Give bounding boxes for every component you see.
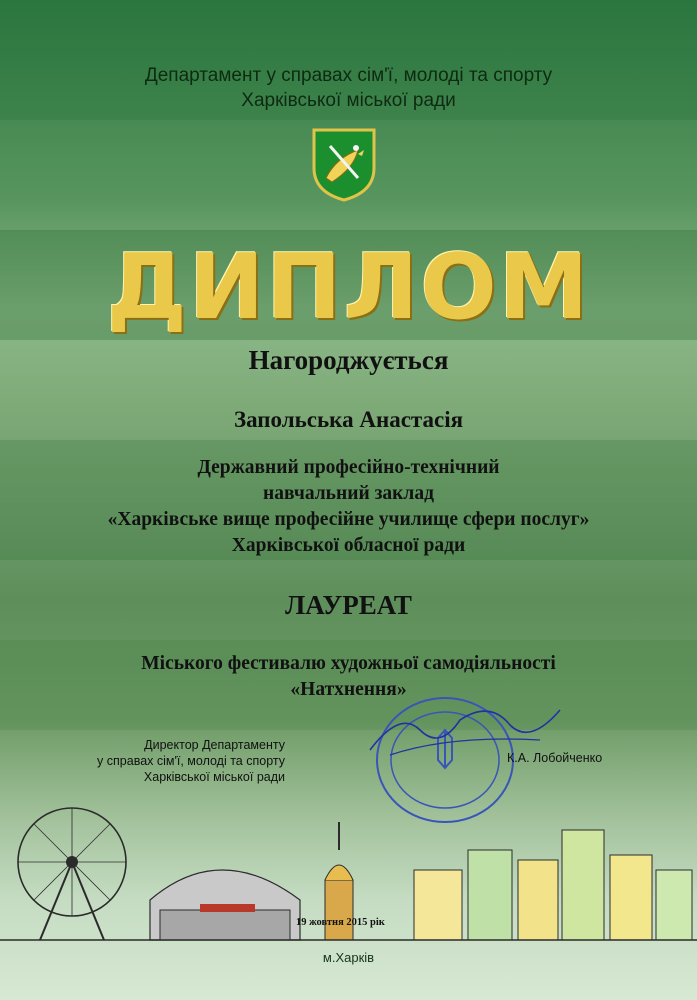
institution-line-1: Державний професійно-технічний bbox=[197, 457, 500, 478]
festival-line-1: Міського фестивалю художньої самодіяльності bbox=[141, 653, 556, 674]
kharkiv-coat-of-arms-icon bbox=[312, 128, 376, 202]
issue-date: 19 жовтня 2015 рік bbox=[296, 917, 385, 928]
signer-name: К.А. Лобойченко bbox=[507, 751, 603, 765]
institution-block bbox=[0, 455, 697, 559]
city-name: м.Харків bbox=[322, 950, 375, 965]
diploma-title: ДИПЛОМ bbox=[106, 235, 591, 340]
director-line-3: Харківської міської ради bbox=[143, 770, 285, 784]
director-line-2: у справах сім'ї, молоді та спорту bbox=[97, 754, 285, 768]
institution-line-3: «Харківське вище професійне училище сфери послуг» bbox=[107, 509, 590, 530]
department-line-2: Харківської міської ради bbox=[241, 90, 456, 111]
director-line-1: Директор Департаменту bbox=[144, 738, 285, 752]
awarded-label: Нагороджується bbox=[248, 345, 449, 375]
director-title bbox=[40, 737, 285, 785]
department-line-1: Департамент у справах сім'ї, молоді та спорту bbox=[144, 65, 553, 86]
festival-line-2: «Натхнення» bbox=[290, 679, 407, 700]
institution-line-2: навчальний заклад bbox=[263, 483, 434, 504]
award-title: ЛАУРЕАТ bbox=[285, 590, 412, 620]
recipient-name: Запольська Анастасія bbox=[233, 407, 464, 432]
festival-block bbox=[0, 651, 697, 703]
institution-line-4: Харківської обласної ради bbox=[231, 535, 466, 556]
